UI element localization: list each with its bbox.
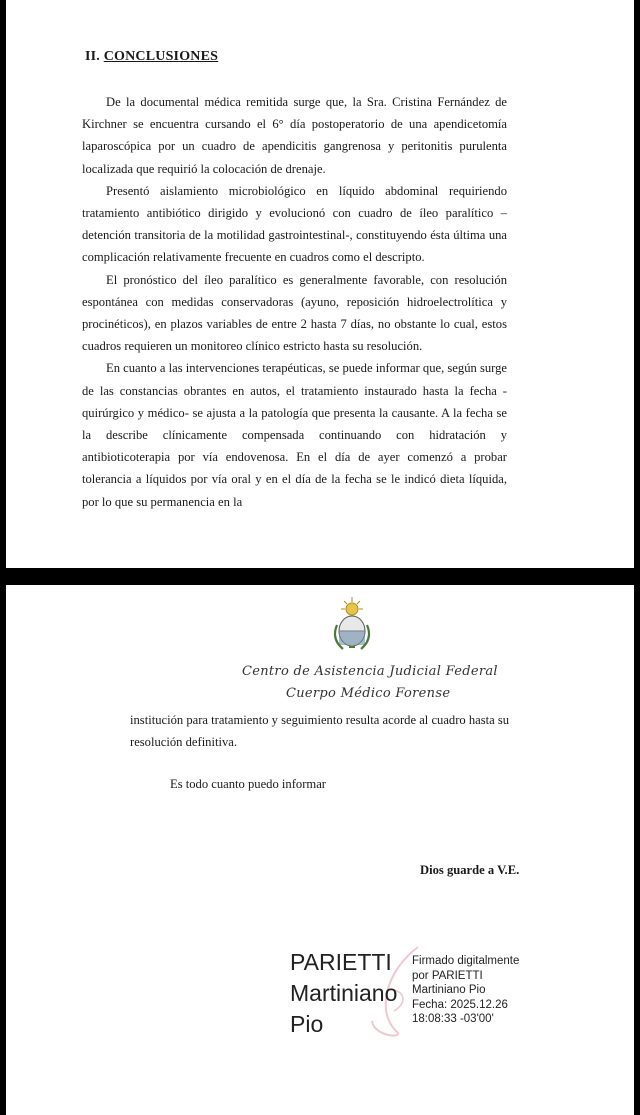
document-page-2 bbox=[6, 585, 634, 1115]
paragraph: De la documental médica remitida surge que, la Sra. Cristina Fernández de Kirchner se encuentra cursando el 6° día postoperatorio de una apendicetomía laparoscópica por un cuadro de apendicitis gangrenosa y peritonitis purulenta localizada que requirió la colocación de drenaje. bbox=[82, 95, 507, 176]
document-page-1 bbox=[6, 0, 634, 568]
digital-signature-details bbox=[412, 954, 519, 1027]
signature-detail-line: Martiniano Pio bbox=[412, 984, 486, 996]
signature-detail-line: Fecha: 2025.12.26 bbox=[412, 998, 508, 1011]
section-title: CONCLUSIONES bbox=[103, 49, 219, 64]
letterhead-department: Cuerpo Médico Forense bbox=[286, 686, 451, 701]
signer-name-line: PARIETTI bbox=[290, 949, 392, 975]
signer-name-line: Pio bbox=[290, 1011, 324, 1037]
paragraph: El pronóstico del íleo paralítico es generalmente favorable, con resolución espontánea con medidas conservadoras (ayuno, reposición hidroelectrolítica y procinéticos), en plazos variables de entre 2 hasta 7 días, no obstante lo cual, estos cuadros requieren un monitoreo clínico estricto hasta su resolución. bbox=[82, 272, 507, 354]
signature-detail-line: por PARIETTI bbox=[412, 969, 483, 982]
coat-of-arms-icon bbox=[327, 595, 377, 655]
signer-name-line: Martiniano bbox=[290, 980, 398, 1006]
signer-name bbox=[290, 947, 420, 1040]
closing-statement: Es todo cuanto puedo informar bbox=[170, 777, 326, 791]
letterhead-institution: Centro de Asistencia Judicial Federal bbox=[242, 664, 498, 679]
signature-detail-line: Firmado digitalmente bbox=[412, 955, 520, 967]
closing-salutation: Dios guarde a V.E. bbox=[420, 863, 520, 877]
section-heading bbox=[85, 49, 218, 65]
signature-detail-line: 18:08:33 -03'00' bbox=[412, 1013, 494, 1025]
conclusions-body bbox=[82, 91, 507, 513]
section-number: II. bbox=[85, 49, 100, 64]
paragraph: En cuanto a las intervenciones terapéuticas, se puede informar que, según surge de las constancias obrantes en autos, el tratamiento instaurado hasta la fecha -quirúrgico y médico- se ajusta a la patología que presenta la causante. A la fecha se la describe clínicamente compensada continuando con hidratación y antibioticoterapia por vía endovenosa. En el día de ayer comenzó a probar tolerancia a líquidos por vía oral y en el día de la fecha se le indicó dieta líquida, por lo que su permanencia en la bbox=[82, 361, 507, 509]
paragraph: institución para tratamiento y seguimiento resulta acorde al cuadro hasta su resolución definitiva. bbox=[130, 713, 510, 750]
paragraph: Presentó aislamiento microbiológico en líquido abdominal requiriendo tratamiento antibiótico dirigido y evolucionó con cuadro de íleo paralítico –detención transitoria de la motilidad gastrointestinal-, constituyendo ésta última una complicación relativamente frecuente en cuadros como el descripto. bbox=[82, 183, 507, 265]
continuation-body bbox=[130, 709, 550, 753]
